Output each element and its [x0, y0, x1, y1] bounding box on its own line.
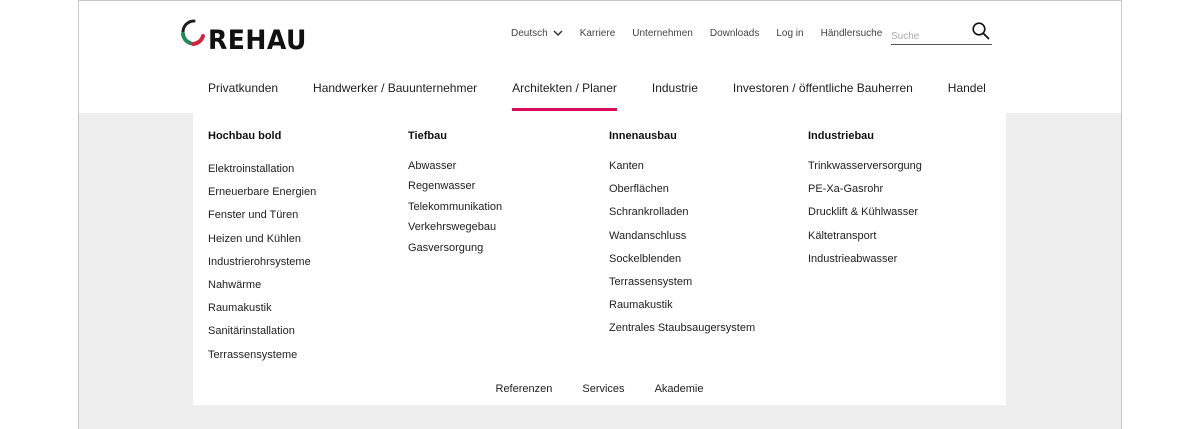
menu-link[interactable]: Verkehrswegebau [408, 221, 497, 234]
column-heading[interactable]: Hochbau bold [208, 130, 282, 142]
menu-column-hochbau [208, 130, 316, 367]
search-icon[interactable] [972, 22, 990, 40]
util-link-karriere[interactable]: Karriere [579, 28, 616, 39]
menu-link[interactable]: Elektroinstallation [208, 163, 295, 175]
footer-link-akademie[interactable]: Akademie [654, 383, 704, 395]
menu-link[interactable]: Sockelblenden [609, 252, 682, 265]
menu-link[interactable]: Fenster und Türen [208, 209, 299, 222]
menu-link[interactable]: Drucklift & Kühlwasser [808, 206, 919, 219]
menu-link[interactable]: Raumakustik [609, 299, 673, 312]
menu-column-industriebau [808, 130, 922, 271]
menu-link[interactable]: Oberflächen [609, 183, 669, 196]
menu-link[interactable]: Sanitärinstallation [208, 325, 295, 338]
menu-link[interactable]: PE-Xa-Gasrohr [808, 183, 884, 196]
menu-link[interactable]: Trinkwasserversorgung [808, 160, 922, 172]
brand-name[interactable]: REHAU [208, 25, 307, 56]
column-heading[interactable]: Tiefbau [408, 130, 447, 142]
search-box [891, 22, 992, 45]
column-heading[interactable]: Innenausbau [609, 130, 677, 142]
menu-column-tiefbau [408, 130, 502, 258]
main-nav [208, 81, 986, 113]
menu-link[interactable]: Terrassensystem [609, 276, 693, 289]
nav-handel[interactable]: Handel [947, 81, 986, 95]
util-link-login[interactable]: Log in [776, 28, 804, 39]
menu-link[interactable]: Industrierohrsysteme [208, 255, 311, 268]
language-label: Deutsch [511, 28, 548, 39]
nav-privatkunden[interactable]: Privatkunden [208, 81, 279, 95]
chevron-down-icon [553, 30, 563, 37]
menu-link[interactable]: Abwasser [408, 160, 457, 172]
menu-link[interactable]: Zentrales Staubsaugersystem [609, 322, 756, 335]
footer-link-referenzen[interactable]: Referenzen [495, 383, 553, 395]
menu-link[interactable]: Regenwasser [408, 180, 476, 193]
menu-link[interactable]: Heizen und Kühlen [208, 232, 301, 245]
util-link-haendlersuche[interactable]: Händlersuche [820, 28, 883, 39]
menu-column-innenausbau [609, 130, 755, 341]
menu-link[interactable]: Industrieabwasser [808, 252, 898, 265]
menu-link[interactable]: Terrassensysteme [208, 348, 298, 361]
column-heading[interactable]: Industriebau [808, 130, 875, 142]
nav-investoren[interactable]: Investoren / öffentliche Bauherren [732, 81, 913, 95]
menu-link[interactable]: Nahwärme [208, 279, 262, 292]
footer-link-services[interactable]: Services [582, 383, 625, 395]
nav-industrie[interactable]: Industrie [651, 81, 698, 95]
mega-menu [193, 113, 1006, 405]
menu-link[interactable]: Wandanschluss [609, 229, 687, 242]
menu-link[interactable]: Schrankrolladen [609, 206, 689, 219]
menu-link[interactable]: Kanten [609, 160, 644, 172]
search-input[interactable] [891, 22, 969, 44]
language-selector[interactable] [511, 28, 563, 39]
util-link-downloads[interactable]: Downloads [709, 28, 760, 39]
menu-link[interactable]: Raumakustik [208, 302, 272, 315]
util-link-unternehmen[interactable]: Unternehmen [632, 28, 693, 39]
utility-nav [511, 28, 899, 39]
mega-menu-footer-links [193, 383, 1006, 395]
menu-link[interactable]: Telekommunikation [408, 200, 503, 213]
nav-architekten[interactable]: Architekten / Planer [512, 81, 617, 113]
menu-link[interactable]: Erneuerbare Energien [208, 186, 317, 199]
menu-link[interactable]: Gasversorgung [408, 241, 484, 254]
menu-link[interactable]: Kältetransport [808, 229, 877, 242]
nav-handwerker[interactable]: Handwerker / Bauunternehmer [313, 81, 478, 95]
